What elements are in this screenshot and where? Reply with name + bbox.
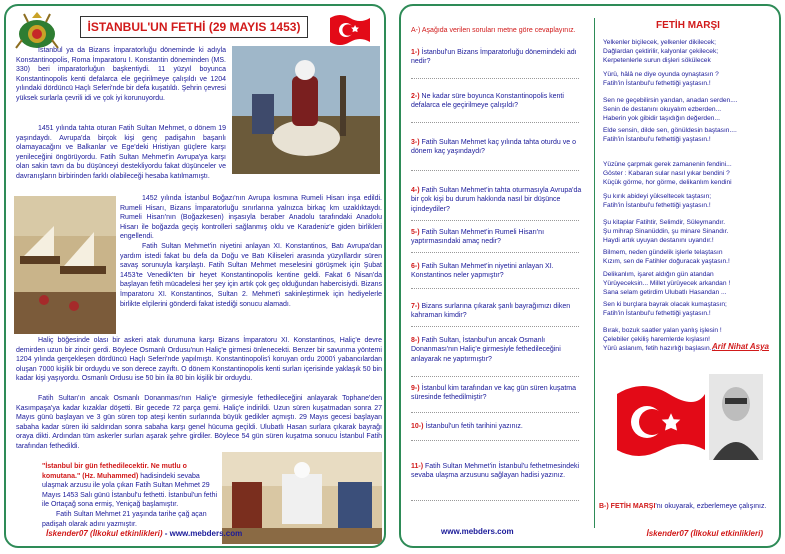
question-number: 4-): [411, 187, 420, 194]
page-title: İSTANBUL'UN FETHİ (29 MAYIS 1453): [80, 16, 308, 38]
question-number: 5-): [411, 229, 420, 236]
question-number: 1-): [411, 49, 420, 56]
poem-title: FETİH MARŞI: [656, 20, 720, 31]
ships-overland-painting: [14, 196, 116, 334]
task-label: B-) FETİH MARŞI: [599, 503, 656, 510]
poem-stanza: [603, 126, 777, 144]
hadith-quote: [42, 462, 218, 529]
question-text: Fatih Sultan Mehmet'in tahta oturmasıyla Avrupa'da bir çok kişi bu durum hakkında nasıl bir düşünce içindeydiler?: [411, 187, 582, 213]
footer-author: İskender07 (İlkokul etkinlikleri): [46, 529, 163, 538]
question-text: Ne kadar süre boyunca Konstantinopolis kenti defalarca ele geçirilmeye çalışıldı?: [411, 93, 564, 110]
question-number: 7-): [411, 303, 420, 310]
question-number: 8-): [411, 337, 420, 344]
poem-line: Sana selam getirdim Ulubatlı Hasandan ...: [603, 289, 727, 297]
right-page: [399, 4, 781, 548]
question-text: İstanbul'un fetih tarihini yazınız.: [425, 423, 523, 430]
poem-stanza: [603, 38, 777, 66]
question-5: [411, 228, 589, 247]
poem-line: Senin de destanını okuyalım ezberden...: [603, 106, 722, 114]
question-4: [411, 186, 589, 214]
paragraph-konstantinos: Fatih Sultan Mehmet'in niyetini anlayan XI. Konstantinos, Batı Avrupa'dan yardım istedi fakat bu defa da Doğu ve Batı Kiliseleri arasında yüzyıllardır süren savaş sorunuyla karşılaştı. Fatih Sultan Mehmet meselesini görüşmek için Şubat 1453'te Venedik'ten bir heyet Konstantinopolis kentine geldi. Fakat 6 Nisan'da başlayan fetih mücadelesi her şey için artık çok geç olduğundan habercisiydi. Bizans İmparatoru XI. Konstantinos, Sultan 2. Mehmet'i sakinleştirmek için hediyelerle birlikte elçilerini gönderdi fakat istediği sonucu alamadı.: [120, 243, 382, 308]
right-footer: İskender07 (İlkokul etkinlikleri): [646, 529, 763, 538]
poem-stanza: [603, 248, 777, 266]
poem-stanza: [603, 160, 777, 188]
poem-line: Yüzüne çarpmak gerek zamanenin fendini...: [603, 161, 732, 168]
poem-line: Kerpetenlerle surun dişleri sökülecek: [603, 57, 711, 65]
conquest-entry-painting: [222, 452, 382, 544]
footer-site: - www.mebders.com: [162, 529, 243, 538]
poem-line: Çelebiler çekiliş haremlerde kışlasın!: [603, 336, 711, 344]
poem-line: Bırak, bozuk saatler yalan yanlış işlesin !: [603, 327, 722, 334]
poem-line: Sen ne geçebilirsin yarıdan, anadan serden....: [603, 97, 738, 104]
poem-line: Fatih'in İstanbul'u fethettiği yaştasın.!: [603, 310, 711, 318]
turkish-flag-image: [613, 354, 705, 482]
question-number: 2-): [411, 93, 420, 100]
poem-line: Yürü aslanım, fetih hazırlığı başlasın...: [603, 345, 716, 353]
hadith-text: "İstanbul bir gün fethedilecektir. Ne mutlu o komutana.": [42, 463, 187, 480]
poem-line: Elde sensin, dilde sen, gönüldesin baştasın....: [603, 127, 737, 134]
answer-line: [411, 170, 579, 171]
poem-line: Şu kitaplar Fatihtir, Selimdir, Süleymandır.: [603, 219, 726, 226]
question-7: [411, 302, 589, 321]
poem-line: Fatih'in İstanbul'u fethettiği yaştasın.!: [603, 136, 711, 144]
question-11: [411, 462, 589, 481]
question-text: Fatih Sultan Mehmet'in İstanbul'u fethetmesindeki sevaba ulaşma arzusunu sağlayan hadisi yazınız.: [411, 463, 580, 480]
task-text: 'nı okuyarak, ezberlemeye çalışınız.: [655, 503, 767, 510]
poem-line: Fatih'in İstanbul'u fethettiği yaştasın.!: [603, 202, 711, 210]
answer-line: [411, 220, 579, 221]
poem-line: Bilmem, neden gündelik işlerle telaştasın: [603, 249, 723, 256]
question-text: Fatih Sultan, İstanbul'un ancak Osmanlı Donanması'nın Haliç'e girmesiyle fethedileceğini anlayarak ne yaptırmıştır?: [411, 337, 561, 363]
paragraph-fatih: 1451 yılında tahta oturan Fatih Sultan Mehmet, o dönem 19 yaşındaydı. Avrupa'da birçok kişi genç padişahın başarılı olamayacağını ve Balkanlar ve Ege'deki Hristiyan güçlere karşı yenileceğini öngörüyordu. Fatih Sultan Mehmet'in Avrupa'ya karşı olan sakin tavrı da bu düşünceyi destekliyordu fakat düşünceler ve davranışların birbirinden farklı olabileceği hesaba katılmamıştı.: [16, 125, 226, 180]
question-number: 6-): [411, 263, 420, 270]
poem-stanza: [603, 218, 777, 246]
paragraph-intro: İstanbul ya da Bizans İmparatorluğu döneminde ki adıyla Konstantinopolis, Roma İmparatoru I. Konstantin döneminden (MS. 330) beri imparatorluğun başkentiydi. 11 yüzyıl boyunca Konstantinopolis kenti defalarca ele geçirilmeye çalışıldı ve 1204 yılındaki dördüncü Haçlı Seferi'nde bir defa kuşatıldı. Şehrin çevresi yüksek surlarla çevrili idi ve çok iyi korunuyordu.: [16, 47, 226, 102]
question-10: [411, 422, 589, 431]
question-2: [411, 92, 589, 111]
column-divider: [594, 18, 595, 528]
poet-portrait: [705, 354, 767, 482]
question-number: 3-): [411, 139, 420, 146]
question-text: Bizans surlarına çıkarak şanlı bayrağımızı diken kahraman kimdir?: [411, 303, 571, 320]
left-footer: [46, 529, 242, 538]
poem-line: Yürü, hâlâ ne diye oyunda oynaştasın ?: [603, 71, 719, 78]
question-text: İstanbul'un Bizans İmparatorluğu dönemindeki adı nedir?: [411, 49, 577, 66]
question-6: [411, 262, 589, 281]
left-page: [4, 4, 386, 548]
hadith-source: (Hz. Muhammed): [82, 472, 139, 480]
question-9: [411, 384, 589, 403]
question-text: İstanbul kim tarafından ve kaç gün süren kuşatma süresinde fethedilmiştir?: [411, 385, 576, 402]
poem-line: Delikanlım, işaret aldığın gün atandan: [603, 271, 714, 278]
poem-line: Yelkenler biçilecek, yelkenler dikilecek;: [603, 39, 717, 46]
poem-stanza: [603, 300, 777, 318]
poem-stanza: [603, 192, 777, 210]
website-link[interactable]: www.mebders.com: [441, 527, 514, 536]
question-3: [411, 138, 589, 157]
answer-line: [411, 326, 579, 327]
poem-stanza: [603, 270, 777, 298]
poem-stanza: [603, 96, 777, 124]
question-text: Fatih Sultan Mehmet kaç yılında tahta oturdu ve o dönem kaç yaşındaydı?: [411, 139, 576, 156]
question-number: 9-): [411, 385, 420, 392]
fatih-horseback-painting: [232, 46, 380, 174]
question-text: Fatih Sultan Mehmet'in niyetini anlayan XI. Konstantinos neler yapmıştır?: [411, 263, 554, 280]
answer-line: [411, 440, 579, 441]
question-number: 11-): [411, 463, 424, 470]
answer-line: [411, 376, 579, 377]
hadith-end: Fatih Sultan Mehmet 21 yaşında tarihe çağ açan padişah olarak adını yazmıştır.: [42, 510, 207, 528]
paragraph-conquest: Fatih Sultan'ın ancak Osmanlı Donanması'nın Haliç'e girmesiyle fethedileceğini anlayarak Tophane'den Kasımpaşa'ya kadar kızaklar döşetti. Bir gecede 72 parça gemi. Haliç'e indirildi. Uzun süren kuşatmadan sonra 27 Mayıs günü başlayan ve 3 gün süren top ateşi kentin surlarında büyük gedikler açmıştı. 29 Mayıs gecesi başlayan sabaha kadar süren iki saldırıdan sonra sabaha karşı genel hücuma geçildi. Ulubatlı Hasan surlara çıkarak bayrağı oraya dikti. Ardından tüm askerler surları aşarak şehre girdiler. Böylece 54 gün süren kuşatma sonucu İstanbul Fatih tarafından fethedildi.: [16, 395, 382, 450]
poem-line: Şu kırık abideyi yükseltecek taştasın;: [603, 193, 712, 200]
question-text: Fatih Sultan Mehmet'in Rumeli Hisarı'nı yaptırmasındaki amaç nedir?: [411, 229, 545, 246]
question-1: [411, 48, 589, 67]
answer-line: [411, 122, 579, 123]
poem-stanza: [603, 70, 777, 88]
answer-line: [411, 412, 579, 413]
poem-line: Kızım, sen de Fatihler doğuracak yaştasın.!: [603, 258, 730, 266]
answer-line: [411, 288, 579, 289]
answer-line: [411, 252, 579, 253]
question-8: [411, 336, 589, 364]
poem-line: Haberin yok gibidir taşıdığın değerden...: [603, 115, 720, 123]
poem-line: Şu mihrap Sinanüddin, şu minare Sinandır.: [603, 228, 729, 236]
poem-line: Fatih'in İstanbul'u fethettiği yaştasın.!: [603, 80, 711, 88]
paragraph-rumeli-hisari: 1452 yılında İstanbul Boğazı'nın Avrupa kısmına Rumeli Hisarı inşa edildi. Rumeli Hisarı, Bizans İmparatorluğu sınırlarına yalnızca birkaç km uzaklıktaydı. Rumeli Hisarı'nın (Boğazkesen) inşasıyla beraber Anadolu tarafındaki Anadolu Hisarı ile boğazda geçiş kontrolleri sağlanmış oldu ve Karadeniz'e giden birlikleri engellendi.: [120, 195, 382, 241]
poem-line: Göster : Kabaran sular nasıl yıkar bendini ?: [603, 170, 730, 178]
turkish-flag-icon: [328, 12, 372, 46]
poem-line: Yürüyeceksin... Millet yürüyecek arkandan !: [603, 280, 731, 288]
answer-line: [411, 78, 579, 79]
task-b: [599, 502, 769, 511]
questions-intro: A-) Aşağıda verilen soruları metne göre cevaplayınız.: [411, 27, 576, 34]
poet-name: Arif Nihat Asya: [711, 342, 769, 351]
hadith-rest: hadisindeki sevaba ulaşmak arzusu ile yola çıkan Fatih Sultan Mehmet 29 Mayıs 1453 Salı günü İstanbul'u fethetti. İstanbul'un fethi ile Ortaçağ sona ermiş, Yeniçağ başlamıştır.: [42, 472, 218, 509]
answer-line: [411, 500, 579, 501]
question-number: 10-): [411, 423, 424, 430]
poem-line: Küçük görme, hor görme, delikanlım kendini: [603, 179, 732, 187]
poem-line: Dağlardan çektirilir, kalyonlar çekilecek;: [603, 48, 719, 56]
poem-line: Haydi artık uyuyan destanını uyandır.!: [603, 237, 714, 245]
paragraph-halic: Haliç böğesinde olası bir askeri atak durumuna karşı Bizans İmparatoru XI. Konstantinos, Haliç'e devre demirden uzun bir zincir gerdi. Böylece Osmanlı Ordusu'nun Haliç'e girmesi önlenecekti. Benzer bir savunma yöntemi 1204 yılında gerçekleşen dördüncü Haçlı Seferi'nde yapılmıştı. Konstantinopolis'i koruyan ordu 2000'i yabancılardan oluşan 7000 kişilik bir orduydu ve son derece zayıftı. O dönem Konstantinopolis kenti surları içerisinde yaklaşık 50 bin kadar kişi yaşıyordu. Osmanlı Ordusu ise 50 bin ila 80 bin kişilik bir orduydu.: [16, 337, 382, 383]
poem-line: Sen ki burçlara bayrak olacak kumaştasın;: [603, 301, 727, 308]
